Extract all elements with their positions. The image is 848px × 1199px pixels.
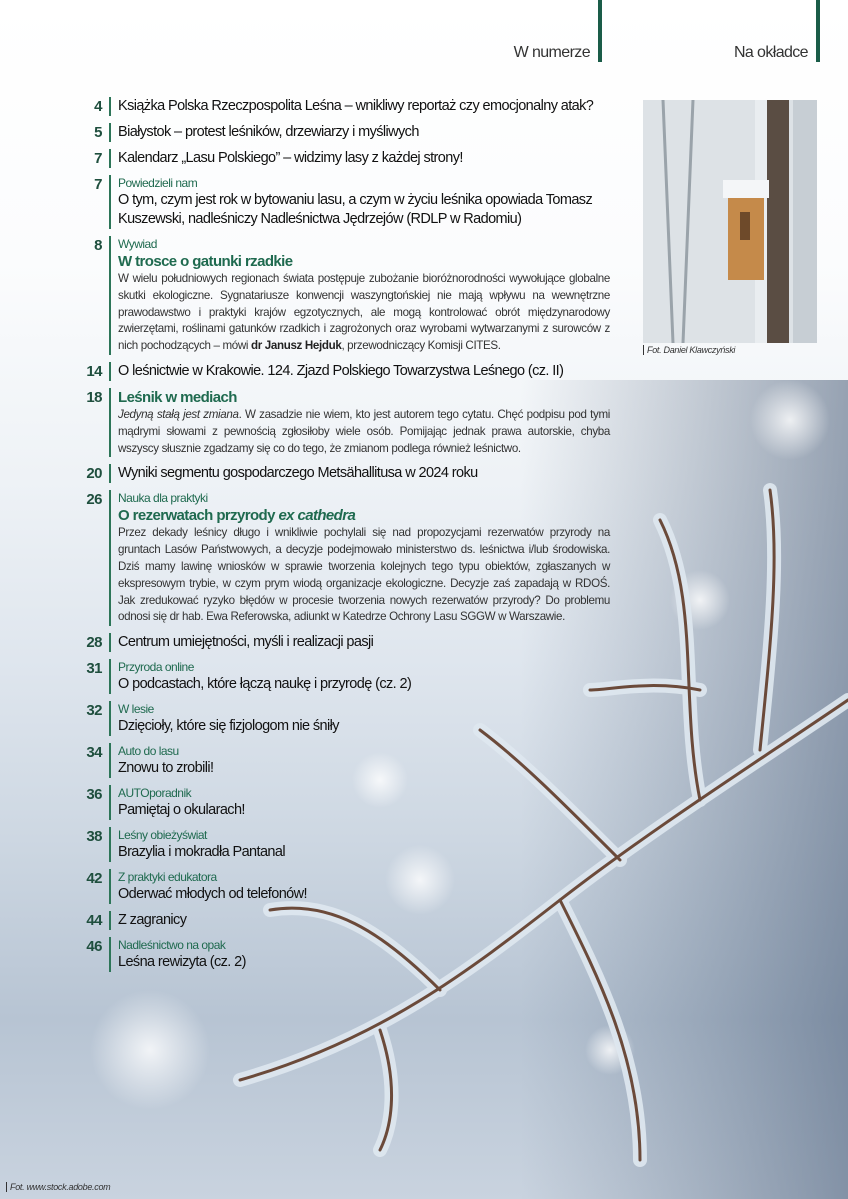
- entry-title-text: Centrum umiejętności, myśli i realizacji pasji: [118, 634, 374, 651]
- entry-title-text: Białystok – protest leśników, drzewiarzy i myśliwych: [118, 124, 419, 140]
- entry-title[interactable]: [118, 149, 610, 168]
- toc-entry[interactable]: [80, 633, 610, 652]
- entry-title[interactable]: [118, 97, 610, 116]
- page-number: 4: [94, 98, 102, 115]
- section-kicker: Powiedzieli nam: [118, 176, 198, 190]
- page-number: 14: [86, 362, 102, 380]
- section-kicker: Auto do lasu: [118, 744, 179, 759]
- toc-entry[interactable]: [80, 175, 610, 229]
- page-number: 8: [94, 237, 102, 254]
- entry-title-text: O podcastach, które łączą naukę i przyrodę (cz. 2): [118, 676, 412, 693]
- section-kicker: Nadleśnictwo na opak: [118, 938, 226, 953]
- toc-entry[interactable]: [80, 362, 610, 381]
- entry-body: [109, 388, 610, 457]
- entry-title-text: Z zagranicy: [118, 912, 187, 929]
- entry-title[interactable]: [118, 717, 610, 736]
- toc-entry[interactable]: [80, 490, 610, 626]
- toc-entry[interactable]: [80, 388, 610, 457]
- entry-title[interactable]: [118, 953, 610, 972]
- entry-title-text: Oderwać młodych od telefonów!: [118, 886, 307, 903]
- section-header-on-cover: [700, 0, 820, 62]
- entry-title[interactable]: [118, 801, 610, 820]
- section-kicker: Z praktyki edukatora: [118, 870, 217, 885]
- entry-title-text: Znowu to zrobili!: [118, 760, 214, 777]
- entry-body: [109, 869, 610, 904]
- entry-description: [118, 271, 610, 355]
- toc-entry[interactable]: [80, 743, 610, 778]
- entry-body: [109, 490, 610, 626]
- description-segment: Jedyną stałą jest zmiana: [118, 407, 239, 421]
- cover-photo-birdhouse: [643, 100, 817, 343]
- section-kicker: Wywiad: [118, 237, 157, 251]
- toc-entry[interactable]: [80, 937, 610, 972]
- table-of-contents: [80, 97, 610, 979]
- entry-body: [109, 743, 610, 778]
- entry-body: [109, 827, 610, 862]
- entry-body: [109, 937, 610, 972]
- entry-body: [109, 911, 610, 930]
- section-kicker: Nauka dla praktyki: [118, 491, 208, 506]
- entry-title-text: Kalendarz „Lasu Polskiego” – widzimy lasy z każdej strony!: [118, 150, 463, 166]
- page-number: 34: [86, 744, 102, 762]
- page-number: 26: [86, 491, 102, 509]
- description-segment: , przewodniczący Komisji CITES.: [341, 339, 501, 353]
- page-number: 18: [86, 388, 102, 406]
- entry-body: [109, 97, 610, 116]
- page-number: 42: [86, 870, 102, 888]
- entry-body: [109, 236, 610, 355]
- section-kicker: Leśny obieżyświat: [118, 828, 207, 843]
- entry-description: [118, 407, 610, 457]
- entry-title-text: Brazylia i mokradła Pantanal: [118, 844, 285, 861]
- entry-body: [109, 785, 610, 820]
- description-segment: dr Janusz Hejduk: [251, 339, 342, 353]
- entry-title[interactable]: [118, 252, 610, 271]
- section-kicker: W lesie: [118, 702, 154, 717]
- cover-photo-caption: Fot. Daniel Klawczyński: [643, 345, 735, 355]
- entry-body: [109, 701, 610, 736]
- page-number: 32: [86, 702, 102, 720]
- page-number: 7: [94, 150, 102, 167]
- entry-body: [109, 123, 610, 142]
- entry-title-text: Książka Polska Rzeczpospolita Leśna – wnikliwy reportaż czy emocjonalny atak?: [118, 98, 594, 114]
- entry-title[interactable]: [118, 506, 610, 525]
- section-kicker: AUTOporadnik: [118, 786, 192, 801]
- entry-title-text: Wyniki segmentu gospodarczego Metsähallitusa w 2024 roku: [118, 465, 478, 482]
- toc-entry[interactable]: [80, 701, 610, 736]
- toc-entry[interactable]: [80, 869, 610, 904]
- entry-description: [118, 525, 610, 626]
- entry-title[interactable]: [118, 911, 610, 930]
- section-header-in-issue: [480, 0, 602, 62]
- page-number: 44: [86, 912, 102, 930]
- entry-title[interactable]: [118, 843, 610, 862]
- section-kicker: Przyroda online: [118, 660, 194, 675]
- entry-title[interactable]: [118, 464, 610, 483]
- entry-body: [109, 362, 610, 381]
- in-issue-label: W numerze: [513, 44, 590, 61]
- entry-title[interactable]: [118, 362, 610, 381]
- entry-body: [109, 464, 610, 483]
- page-number: 38: [86, 828, 102, 846]
- entry-title-text: Leśnik w mediach: [118, 388, 237, 406]
- toc-entry[interactable]: [80, 659, 610, 694]
- page-number: 46: [86, 938, 102, 956]
- page-number: 20: [86, 465, 102, 483]
- toc-entry[interactable]: [80, 236, 610, 355]
- entry-title-text: O tym, czym jest rok w bytowaniu lasu, a czym w życiu leśnika opowiada Tomasz Kuszewski, nadleśniczy Nadleśnictwa Jędrzejów (RDLP w Radomiu): [118, 192, 593, 227]
- description-segment: W wielu południowych regionach świata postępuje zubożanie bioróżnorodności wywołujące globalne skutki ekologiczne. Sygnatariusze konwencji waszyngtońskiej nie mają wpływu na wewnętrzne prawodawstwo i praktyki krajów egzotycznych, ale mogą kontrolować obrót międzynarodowy zwierzętami, roślinami gatunków rzadkich i zagrożonych oraz wyrobami wytwarzanymi z surowców z nich pochodzących – mówi: [118, 272, 610, 353]
- entry-title[interactable]: [118, 123, 610, 142]
- page-number: 31: [86, 660, 102, 678]
- toc-entry[interactable]: [80, 97, 610, 116]
- page-number: 28: [86, 634, 102, 652]
- page-number: 7: [94, 176, 102, 193]
- toc-entry[interactable]: [80, 785, 610, 820]
- entry-body: [109, 659, 610, 694]
- entry-title-text: Leśna rewizyta (cz. 2): [118, 954, 246, 971]
- toc-entry[interactable]: [80, 464, 610, 483]
- entry-title[interactable]: [118, 885, 610, 904]
- description-segment: Przez dekady leśnicy długo i wnikliwie pochylali się nad propozycjami rezerwatów przyrody na gruntach Lasów Państwowych, a decyzje podejmowało ministerstwo ds. leśnictwa i/lub środowiska. Dziś mamy lawinę wniosków w sprawie tworzenia kolejnych tego typu obiektów, zgłaszanych w ekspresowym trybie, w czym prym wiodą organizacje ekologiczne. Decyzje zaś zapadają w RDOŚ. Jak zredukować ryzyko błędów w procesie tworzenia nowych rezerwatów przyrody? Do problemu odnosi się dr hab. Ewa Referowska, adiunkt w Katedrze Ochrony Lasu SGGW w Warszawie.: [118, 526, 610, 624]
- page-number: 36: [86, 786, 102, 804]
- entry-title[interactable]: [118, 633, 610, 652]
- entry-title-text: W trosce o gatunki rzadkie: [118, 253, 293, 270]
- toc-entry[interactable]: [80, 911, 610, 930]
- entry-title[interactable]: [118, 759, 610, 778]
- entry-body: [109, 633, 610, 652]
- toc-entry[interactable]: [80, 827, 610, 862]
- entry-title[interactable]: [118, 675, 610, 694]
- on-cover-label: Na okładce: [733, 44, 808, 61]
- entry-title[interactable]: [118, 191, 610, 229]
- entry-title-text: Pamiętaj o okularach!: [118, 802, 245, 819]
- page-number: 5: [94, 124, 102, 141]
- toc-entry[interactable]: [80, 149, 610, 168]
- entry-body: [109, 175, 610, 229]
- entry-title-italic: ex cathedra: [278, 507, 356, 525]
- entry-title-text: O leśnictwie w Krakowie. 124. Zjazd Polskiego Towarzystwa Leśnego (cz. II): [118, 362, 564, 379]
- entry-title[interactable]: [118, 388, 610, 407]
- entry-title-text: O rezerwatach przyrody: [118, 507, 279, 525]
- background-photo-caption: Fot. www.stock.adobe.com: [6, 1182, 110, 1192]
- toc-entry[interactable]: [80, 123, 610, 142]
- entry-body: [109, 149, 610, 168]
- description-segment: . W zasadzie nie wiem, kto jest autorem tego cytatu. Chęć podpisu pod tymi mądrymi słowami z pewnością zgłosiłoby wiele osób. Pomijając jednak prawa autorskie, chyba wszyscy słusznie zgadzamy się co do tego, że zmianom podlega również leśnictwo.: [118, 407, 610, 455]
- entry-title-text: Dzięcioły, które się fizjologom nie śniły: [118, 718, 339, 735]
